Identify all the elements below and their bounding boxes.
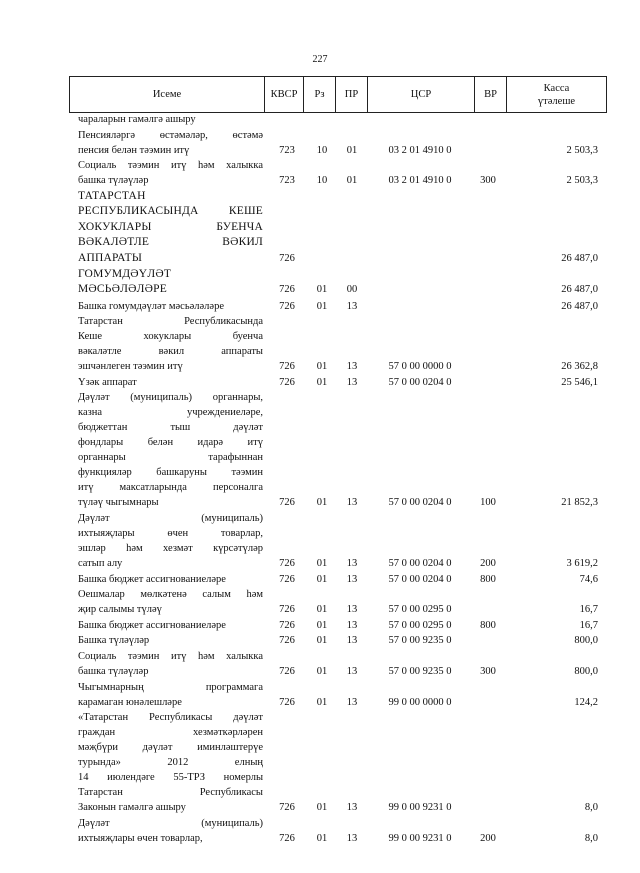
row-name-line: Дәүләт (муниципаль) bbox=[78, 512, 263, 524]
cell-pr: 13 bbox=[346, 635, 358, 647]
cell-kassa: 26 487,0 bbox=[561, 252, 598, 264]
row-name-line: Татарстан Республикасында bbox=[78, 316, 263, 328]
cell-rz: 01 bbox=[316, 557, 328, 569]
cell-kassa: 21 852,3 bbox=[561, 497, 598, 509]
cell-csr: 57 0 00 0204 0 bbox=[388, 557, 452, 569]
cell-pr: 01 bbox=[346, 175, 358, 187]
cell-kvsr: 723 bbox=[279, 175, 295, 187]
table-row bbox=[0, 680, 640, 710]
row-name bbox=[78, 680, 263, 710]
row-name-line: Пенсияләргә өстәмәләр, өстәмә bbox=[78, 129, 263, 141]
table-row bbox=[0, 390, 640, 510]
cell-kvsr: 726 bbox=[279, 284, 295, 296]
row-name bbox=[78, 633, 263, 648]
row-name bbox=[78, 158, 263, 188]
row-name-line: Башка бюджет ассигнованиеләре bbox=[78, 619, 226, 631]
cell-rz: 01 bbox=[316, 376, 328, 388]
row-name-line: турында» 2012 елның bbox=[78, 757, 263, 769]
cell-kvsr: 726 bbox=[279, 832, 295, 844]
row-name-line: ихтыяҗлары өчен товарлар, bbox=[78, 527, 263, 539]
row-name-line: Чыгымнарның программага bbox=[78, 681, 263, 693]
row-name-line: түләү чыгымнары bbox=[78, 497, 159, 509]
row-name bbox=[78, 128, 263, 158]
row-name-line: вәкаләтле вәкил аппараты bbox=[78, 346, 263, 358]
row-name-line: Социаль тәэмин итү һәм халыкка bbox=[78, 160, 263, 172]
cell-rz: 10 bbox=[316, 144, 328, 156]
header-kassa bbox=[507, 77, 606, 112]
row-name bbox=[78, 572, 263, 587]
cell-kassa: 8,0 bbox=[584, 802, 598, 814]
row-name-line: җир салымы түләү bbox=[78, 604, 162, 616]
row-name-line: органнары тарафыннан bbox=[78, 452, 263, 464]
table-row bbox=[0, 572, 640, 587]
row-name bbox=[78, 587, 263, 617]
page-number: 227 bbox=[312, 54, 328, 65]
cell-kassa: 25 546,1 bbox=[561, 376, 598, 388]
cell-kvsr: 726 bbox=[279, 376, 295, 388]
table-row bbox=[0, 112, 640, 127]
cell-csr: 57 0 00 0204 0 bbox=[388, 376, 452, 388]
row-name bbox=[78, 618, 263, 633]
cell-vr: 200 bbox=[480, 832, 496, 844]
row-name-line: эшчәнлеген тәэмин итү bbox=[78, 361, 183, 373]
cell-csr: 99 0 00 9231 0 bbox=[388, 802, 452, 814]
cell-rz: 01 bbox=[316, 573, 328, 585]
cell-kassa: 26 487,0 bbox=[561, 300, 598, 312]
header-kassa-line2: үтәлеше bbox=[537, 95, 576, 107]
row-name bbox=[78, 375, 263, 390]
cell-kvsr: 726 bbox=[279, 573, 295, 585]
cell-kassa: 16,7 bbox=[579, 604, 598, 616]
cell-kvsr: 726 bbox=[279, 497, 295, 509]
cell-csr: 03 2 01 4910 0 bbox=[388, 175, 452, 187]
row-name-line: функцияләр башкаруны тәэмин bbox=[78, 467, 263, 479]
row-name bbox=[78, 299, 263, 314]
row-name-line: Татарстан Республикасы bbox=[78, 787, 263, 799]
cell-rz: 01 bbox=[316, 361, 328, 373]
row-name-line: граждан хезмәткәрләрен bbox=[78, 727, 263, 739]
table-row bbox=[0, 158, 640, 188]
cell-kvsr: 726 bbox=[279, 604, 295, 616]
cell-kassa: 26 487,0 bbox=[561, 284, 598, 296]
cell-kvsr: 726 bbox=[279, 252, 295, 264]
row-name bbox=[78, 511, 263, 571]
cell-vr: 800 bbox=[480, 573, 496, 585]
row-name-line: РЕСПУБЛИКАСЫНДА КЕШЕ bbox=[78, 205, 263, 218]
cell-kvsr: 726 bbox=[279, 802, 295, 814]
header-rz: Рз bbox=[304, 77, 336, 112]
cell-pr: 00 bbox=[346, 284, 358, 296]
cell-rz: 01 bbox=[316, 619, 328, 631]
cell-kvsr: 726 bbox=[279, 300, 295, 312]
cell-vr: 800 bbox=[480, 619, 496, 631]
cell-pr: 13 bbox=[346, 619, 358, 631]
cell-vr: 200 bbox=[480, 557, 496, 569]
row-name-line: Башка бюджет ассигнованиеләре bbox=[78, 573, 226, 585]
cell-rz: 01 bbox=[316, 832, 328, 844]
cell-pr: 13 bbox=[346, 802, 358, 814]
cell-rz: 01 bbox=[316, 665, 328, 677]
cell-pr: 13 bbox=[346, 497, 358, 509]
cell-kassa: 8,0 bbox=[584, 832, 598, 844]
row-name-line: Башка гомумдәүләт мәсьәләләре bbox=[78, 300, 224, 312]
table-row bbox=[0, 314, 640, 374]
cell-kassa: 124,2 bbox=[574, 696, 598, 708]
row-name-line: пенсия белән тәэмин итү bbox=[78, 144, 190, 156]
table-row bbox=[0, 267, 640, 298]
cell-csr: 99 0 00 9231 0 bbox=[388, 832, 452, 844]
row-name-line: башка түләүләр bbox=[78, 665, 149, 677]
header-pr: ПР bbox=[336, 77, 368, 112]
row-name-line: башка түләүләр bbox=[78, 175, 149, 187]
row-name-line: бюджеттан тыш дәүләт bbox=[78, 422, 263, 434]
row-name bbox=[78, 710, 263, 815]
cell-vr: 300 bbox=[480, 175, 496, 187]
row-name-line: АППАРАТЫ bbox=[78, 251, 143, 264]
cell-rz: 10 bbox=[316, 175, 328, 187]
cell-csr: 99 0 00 0000 0 bbox=[388, 696, 452, 708]
table-row bbox=[0, 816, 640, 846]
row-name-line: эшләр һәм хезмәт күрсәтүләр bbox=[78, 542, 263, 554]
row-name bbox=[78, 112, 263, 127]
cell-kvsr: 726 bbox=[279, 619, 295, 631]
cell-pr: 13 bbox=[346, 665, 358, 677]
cell-csr: 57 0 00 9235 0 bbox=[388, 665, 452, 677]
row-name-line: Социаль тәэмин итү һәм халыкка bbox=[78, 650, 263, 662]
cell-pr: 13 bbox=[346, 832, 358, 844]
row-name-line: казна учреждениеләре, bbox=[78, 407, 263, 419]
cell-rz: 01 bbox=[316, 635, 328, 647]
table-row bbox=[0, 710, 640, 815]
cell-rz: 01 bbox=[316, 300, 328, 312]
header-kvsr: КВСР bbox=[265, 77, 304, 112]
table-row bbox=[0, 128, 640, 158]
table-row bbox=[0, 511, 640, 571]
table-row bbox=[0, 189, 640, 267]
cell-csr: 57 0 00 0204 0 bbox=[388, 497, 452, 509]
cell-rz: 01 bbox=[316, 604, 328, 616]
cell-kassa: 26 362,8 bbox=[561, 361, 598, 373]
cell-pr: 13 bbox=[346, 573, 358, 585]
row-name bbox=[78, 649, 263, 679]
row-name-line: Башка түләүләр bbox=[78, 635, 150, 647]
cell-rz: 01 bbox=[316, 497, 328, 509]
cell-kvsr: 726 bbox=[279, 557, 295, 569]
table-row bbox=[0, 649, 640, 679]
cell-kassa: 74,6 bbox=[579, 573, 598, 585]
row-name-line: ГОМУМДӘҮЛӘТ bbox=[78, 267, 172, 280]
row-name bbox=[78, 816, 263, 846]
cell-pr: 13 bbox=[346, 376, 358, 388]
table-row bbox=[0, 633, 640, 648]
row-name-line: карамаган юнәлешләре bbox=[78, 696, 182, 708]
row-name-line: 14 июлендәге 55-ТРЗ номерлы bbox=[78, 772, 263, 784]
cell-rz: 01 bbox=[316, 802, 328, 814]
header-kassa-line1: Касса bbox=[543, 82, 570, 94]
row-name-line: ВӘКАЛӘТЛЕ ВӘКИЛ bbox=[78, 236, 263, 249]
cell-vr: 300 bbox=[480, 665, 496, 677]
cell-kassa: 800,0 bbox=[574, 635, 598, 647]
cell-kassa: 800,0 bbox=[574, 665, 598, 677]
cell-csr: 57 0 00 0295 0 bbox=[388, 619, 452, 631]
table-header bbox=[69, 76, 607, 113]
row-name-line: ХОКУКЛАРЫ БУЕНЧА bbox=[78, 220, 263, 233]
cell-csr: 57 0 00 9235 0 bbox=[388, 635, 452, 647]
row-name bbox=[78, 390, 263, 510]
cell-kassa: 2 503,3 bbox=[566, 144, 598, 156]
cell-csr: 03 2 01 4910 0 bbox=[388, 144, 452, 156]
cell-csr: 57 0 00 0295 0 bbox=[388, 604, 452, 616]
row-name-line: МӘСЬӘЛӘЛӘРЕ bbox=[78, 283, 167, 296]
cell-rz: 01 bbox=[316, 284, 328, 296]
cell-kvsr: 726 bbox=[279, 635, 295, 647]
row-name-line: Оешмалар мөлкәтенә салым һәм bbox=[78, 589, 263, 601]
table-row bbox=[0, 587, 640, 617]
cell-csr: 57 0 00 0000 0 bbox=[388, 361, 452, 373]
cell-pr: 13 bbox=[346, 300, 358, 312]
row-name-line: фондлары белән идарә итү bbox=[78, 437, 263, 449]
row-name bbox=[78, 314, 263, 374]
cell-kvsr: 726 bbox=[279, 361, 295, 373]
row-name-line: сатып алу bbox=[78, 557, 123, 569]
cell-kvsr: 726 bbox=[279, 696, 295, 708]
cell-pr: 13 bbox=[346, 361, 358, 373]
row-name bbox=[78, 267, 263, 298]
row-name-line: Законын гамәлгә ашыру bbox=[78, 802, 186, 814]
cell-csr: 57 0 00 0204 0 bbox=[388, 573, 452, 585]
cell-rz: 01 bbox=[316, 696, 328, 708]
row-name-line: мәҗбүри дәүләт иминләштерүе bbox=[78, 742, 263, 754]
row-name-line: Дәүләт (муниципаль) органнары, bbox=[78, 392, 263, 404]
cell-kassa: 2 503,3 bbox=[566, 175, 598, 187]
row-name-line: ТАТАРСТАН bbox=[78, 189, 146, 202]
row-name-line: чараларын гамәлгә ашыру bbox=[78, 114, 196, 125]
cell-pr: 13 bbox=[346, 696, 358, 708]
row-name-line: «Татарстан Республикасы дәүләт bbox=[78, 712, 263, 724]
header-vr: ВР bbox=[475, 77, 507, 112]
cell-kvsr: 723 bbox=[279, 144, 295, 156]
cell-pr: 01 bbox=[346, 144, 358, 156]
cell-kassa: 3 619,2 bbox=[566, 557, 598, 569]
row-name-line: Үзәк аппарат bbox=[78, 376, 137, 388]
table-row bbox=[0, 618, 640, 633]
table-row bbox=[0, 375, 640, 390]
header-name: Исеме bbox=[70, 77, 265, 112]
cell-kassa: 16,7 bbox=[579, 619, 598, 631]
cell-kvsr: 726 bbox=[279, 665, 295, 677]
row-name-line: Кеше хокуклары буенча bbox=[78, 331, 263, 343]
table-row bbox=[0, 299, 640, 314]
cell-pr: 13 bbox=[346, 557, 358, 569]
header-csr: ЦСР bbox=[368, 77, 475, 112]
row-name-line: ихтыяҗлары өчен товарлар, bbox=[78, 832, 203, 844]
row-name-line: итү максатларында персоналга bbox=[78, 482, 263, 494]
row-name bbox=[78, 189, 263, 267]
cell-pr: 13 bbox=[346, 604, 358, 616]
row-name-line: Дәүләт (муниципаль) bbox=[78, 817, 263, 829]
cell-vr: 100 bbox=[480, 497, 496, 509]
